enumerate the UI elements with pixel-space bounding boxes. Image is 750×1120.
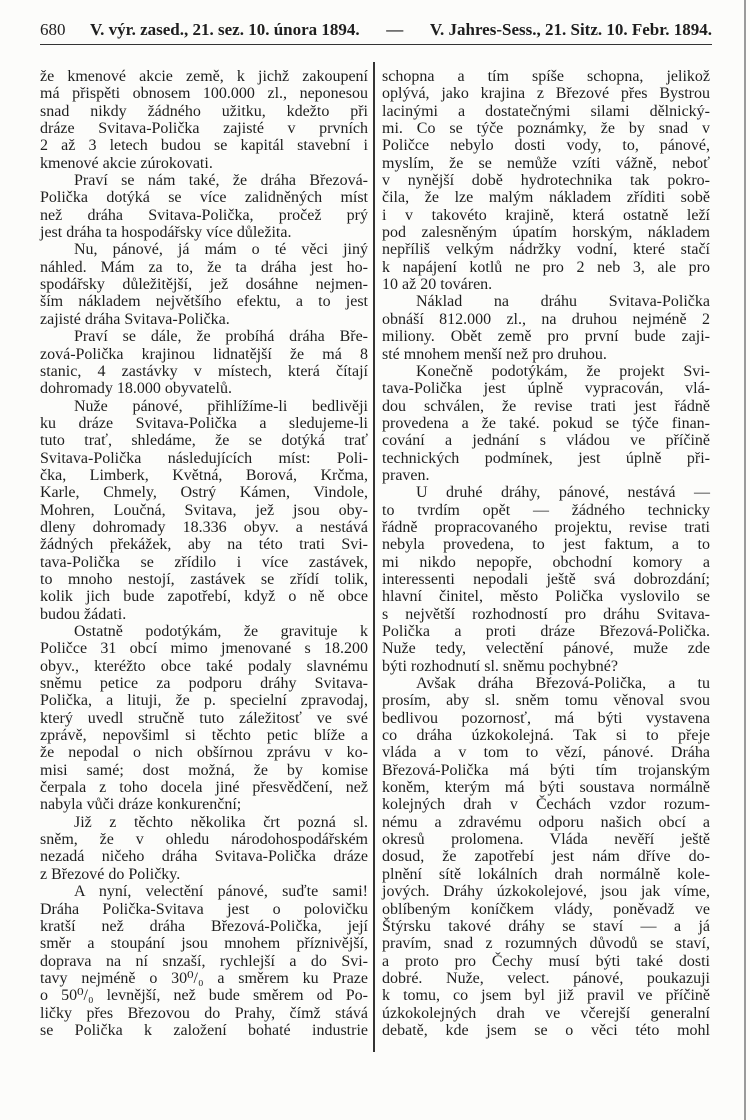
text-line: obyv., kteréžto obce také podaly slavnému: [40, 657, 368, 675]
text-line: Ostatně podotýkám, že gravituje k: [74, 623, 368, 640]
text-line: úzkokolejných drah ve včerejší generalní: [382, 1004, 710, 1022]
text-line: býti rozhodnutí sl. sněmu pochybné?: [382, 657, 618, 675]
text-line: praven.: [382, 466, 430, 484]
text-line: to mnoho nestojí, zastávek se zřídí tolik,: [40, 570, 368, 588]
text-line: tuto trať, shledáme, že se dotýká trať: [40, 432, 368, 450]
text-line: než dráha Svitava-Polička, pročež prý: [40, 206, 368, 224]
text-line: kolik jich bude zapotřebí, když o ně obce: [40, 588, 368, 606]
text-line: oplývá, jako krajina z Březové přes Bystrou: [382, 85, 710, 103]
text-line: Nuže tedy, velectění pánové, muže zde: [382, 640, 710, 658]
text-line: A nyní, velectění pánové, suďte sami!: [74, 883, 368, 901]
text-line: k napájení kotlů ne pro 2 neb 3, ale pro: [382, 258, 710, 276]
text-line: vláda a v tom to vězí, pánové. Dráha: [382, 744, 710, 762]
text-line: v nynější době hydrotechnika tak pokro-: [382, 172, 710, 190]
text-line: Poličce nebylo dosti vody, to, pánové,: [382, 137, 710, 155]
text-line: s největší rozhodností pro dráhu Svitava-: [382, 605, 710, 623]
text-line: okresů prolomena. Vláda nevěří ještě: [382, 831, 710, 849]
text-line: koněm, kterým má býti soustava normálně: [382, 779, 710, 797]
paragraph: [382, 484, 710, 675]
text-line: prosím, aby sl. sněm tomu věnoval svou: [382, 692, 710, 710]
paragraph: [382, 363, 710, 484]
header-title: [90, 20, 712, 40]
text-line: myslím, že se nemůže vzíti vážně, neboť: [382, 154, 710, 172]
text-line: Karle, Chmely, Ostrý Kámen, Vindole,: [40, 484, 368, 502]
header-dash: —: [386, 20, 404, 39]
text-line: sté mnohem menší než pro druhou.: [382, 345, 607, 363]
text-line: k tomu, co jsem byl již pravil ve příčině: [382, 987, 710, 1005]
header-german: V. Jahres-Sess., 21. Sitz. 10. Febr. 1894.: [429, 20, 712, 39]
text-line: Konečně podotýkám, že projekt Svi-: [416, 362, 710, 380]
text-line: že kmenové akcie země, k jichž zakoupení: [40, 68, 368, 85]
header-czech: V. výr. zased., 21. sez. 10. února 1894.: [90, 20, 360, 39]
text-line: budou žádati.: [40, 605, 127, 623]
text-line: misi samé; dost možná, že by komise: [40, 761, 368, 779]
text-line: snad nikdy žádného užitku, kdežto při: [40, 102, 368, 120]
text-line: jových. Dráhy úzkokolejové, jsou jak víme,: [382, 883, 710, 901]
text-line: nezadá ničeho dráha Svitava-Polička dráze: [40, 848, 368, 866]
text-line: čka, Limberk, Květná, Borová, Krčma,: [40, 466, 368, 484]
text-line: Štýrsku takové dráhy se staví — a já: [382, 917, 710, 935]
text-line: se Polička k založení bohaté industrie: [40, 1021, 368, 1039]
text-line: dou schválen, že revise trati jest řádně: [382, 397, 710, 415]
text-line: Poličce 31 obcí mimo jmenované s 18.200: [40, 640, 368, 658]
text-line: Dráha Polička-Svitava jest o polovičku: [40, 900, 368, 918]
right-column: [382, 68, 710, 1039]
text-line: ličky přes Březovou do Prahy, čímž stává: [40, 1004, 368, 1022]
text-line: Polička a proti dráze Březová-Polička.: [382, 623, 710, 640]
text-line: sněmu petice za podporu dráhy Svitava-: [40, 675, 368, 693]
text-line: 2 až 3 letech budou se kapitál stavební i: [40, 137, 368, 155]
text-line: schopna a tím spíše schopna, jelikož: [382, 68, 710, 85]
text-line: tava-Polička se zřídilo i více zastávek,: [40, 553, 368, 571]
text-line: jest dráha ta hospodářsky více důležita.: [40, 224, 292, 242]
text-line: lacinými a dostatečnými silami dělnický-: [382, 102, 710, 120]
running-header: [40, 20, 712, 42]
text-line: Svitava-Polička následujících míst: Poli-: [40, 449, 368, 467]
page-number: 680: [40, 20, 66, 39]
paragraph: [40, 814, 368, 883]
text-line: který uvedl stručně tuto záležitosť ve své: [40, 709, 368, 727]
text-line: technických podmínek, jest úplně při-: [382, 449, 710, 467]
paragraph: [382, 293, 710, 362]
text-line: nabyla vůči dráze konkurenční;: [40, 796, 242, 814]
text-line: pravím, snad z rozumných důvodů se staví,: [382, 935, 710, 953]
text-line: Nuže pánové, přihlížíme-li bedlivěji: [74, 397, 368, 415]
text-line: zprávě, nepovšiml si těchto petic blíže a: [40, 727, 368, 745]
text-line: nebyla provedena, to jest faktum, a to: [382, 536, 710, 554]
text-line: hlavní činitel, město Polička vyslovilo se: [382, 588, 710, 606]
text-line: doprava na ní snzaší, rychlejší a do Svi-: [40, 952, 368, 970]
text-line: obnáší 812.000 zl., na druhou nejméně 2: [382, 310, 710, 328]
text-line: pod zalesněným úpatím horským, nákladem: [382, 224, 710, 242]
text-line: interessenti nepodali ještě svá dobrozdání;: [382, 570, 710, 588]
text-line: ším nákladem největšího efektu, a to jest: [40, 293, 368, 311]
text-line: cování a jednání s vládou ve příčině: [382, 432, 710, 450]
text-line: spodářsky důležitější, jež dosáhne nejmen-: [40, 276, 368, 294]
text-line: Mohren, Loučná, Svitava, jež jsou oby-: [40, 501, 368, 519]
text-line: co dráha úzkokolejná. Tak si to přeje: [382, 727, 710, 745]
text-line: U druhé dráhy, pánové, nestává —: [416, 484, 710, 502]
text-line: nepříliš velkým nádržky vodní, které stačí: [382, 241, 710, 259]
text-line: dráze Svitava-Polička zajisté v prvních: [40, 120, 368, 138]
text-line: Polička, a lituji, že p. specielní zpravodaj,: [40, 692, 368, 710]
paragraph: [40, 398, 368, 623]
text-line: nému a zdravému odporu našich obcí a: [382, 813, 710, 831]
text-line: zajisté dráha Svitava-Polička.: [40, 310, 230, 328]
text-line: debatě, kde jsem se o věci této mohl: [382, 1021, 710, 1039]
text-line: Nu, pánové, já mám o té věci jiný: [74, 241, 368, 259]
text-line: miliony. Obět země pro první bude zaji-: [382, 328, 710, 346]
paragraph: [40, 172, 368, 241]
text-line: tava-Polička jest úplně vypracován, vlá-: [382, 380, 710, 398]
text-line: provedena a že také. pokud se týče finan-: [382, 414, 710, 432]
text-line: sněm, že v ohledu národohospodářském: [40, 831, 368, 849]
text-line: kratší než dráha Březová-Polička, její: [40, 917, 368, 935]
text-line: dosud, že zapotřebí jest nám dříve do-: [382, 848, 710, 866]
text-line: plnění sítě lokálních drah normálně kole-: [382, 865, 710, 883]
text-line: náhled. Mám za to, že ta dráha jest ho-: [40, 258, 368, 276]
text-line: i v takovéto krajině, která ostatně leží: [382, 206, 710, 224]
text-line: Polička dotýká se více zalidněných míst: [40, 189, 368, 207]
paragraph: [40, 328, 368, 397]
header-rule: [40, 44, 712, 45]
text-line: směr a stoupání jsou mnohem příznivější,: [40, 935, 368, 953]
left-column: [40, 68, 368, 1039]
text-line: ku dráze Svitava-Polička a sledujeme-li: [40, 414, 368, 432]
paragraph: [40, 883, 368, 1039]
text-line: kmenové akcie zúrokovati.: [40, 154, 213, 172]
text-line: má přispěti obnosem 100.000 zl., neponesou: [40, 85, 368, 103]
text-line: to tvrdím opět — žádného technicky: [382, 501, 710, 519]
text-line: dobré. Nuže, velect. pánové, poukazuji: [382, 969, 710, 987]
text-line: zová-Polička krajinou lidnatější že má 8: [40, 345, 368, 363]
column-divider: [373, 62, 375, 1052]
text-line: kolejných drah v Čechách vzdor rozum-: [382, 796, 710, 814]
text-line: Avšak dráha Březová-Polička, a tu: [416, 675, 710, 693]
text-line: Praví se dále, že probíhá dráha Bře-: [74, 328, 368, 346]
text-line: Náklad na dráhu Svitava-Polička: [416, 293, 710, 311]
text-line: dohromady 18.000 obyvatelů.: [40, 380, 232, 398]
paragraph: [40, 68, 368, 172]
text-line: že nepodal o nich obšírnou zprávu v ko-: [40, 744, 368, 762]
text-line: čila, že lze malým nákladem zříditi sobě: [382, 189, 710, 207]
paragraph: [40, 241, 368, 328]
text-line: Již z těchto několika črt pozná sl.: [74, 813, 368, 831]
text-line: mi nikdo nepopře, obchodní komory a: [382, 553, 710, 571]
text-line: o 50⁰/₀ levnější, než bude směrem od Po-: [40, 987, 368, 1005]
text-line: z Březové do Poličky.: [40, 865, 181, 883]
text-line: čerpala z toho docela jiné přesvědčení, než: [40, 779, 368, 797]
text-line: Praví se nám také, že dráha Březová-: [74, 172, 368, 190]
paragraph: [40, 623, 368, 814]
text-line: stanic, 4 zastávky v místech, která čítají: [40, 362, 368, 380]
page-edge: [744, 0, 746, 1120]
text-line: řádně propracovaného projektu, revise trati: [382, 518, 710, 536]
text-line: Březová-Polička má býti tím trojanským: [382, 761, 710, 779]
paragraph: [382, 68, 710, 293]
text-line: bedlivou pozornosť, má býti vystavena: [382, 709, 710, 727]
text-line: a proto pro Čechy musí býti také dosti: [382, 952, 710, 970]
text-line: dleny dohromady 18.336 obyv. a nestává: [40, 518, 368, 536]
text-line: žádných překážek, aby na této trati Svi-: [40, 536, 368, 554]
text-line: tavy nejméně o 30⁰/₀ a směrem ku Praze: [40, 969, 368, 987]
text-line: oblíbeným koníčkem vlády, poněvadž ve: [382, 900, 710, 918]
text-line: mi. Co se týče poznámky, že by snad v: [382, 120, 710, 138]
paragraph: [382, 675, 710, 1039]
text-line: 10 až 20 továren.: [382, 276, 493, 294]
